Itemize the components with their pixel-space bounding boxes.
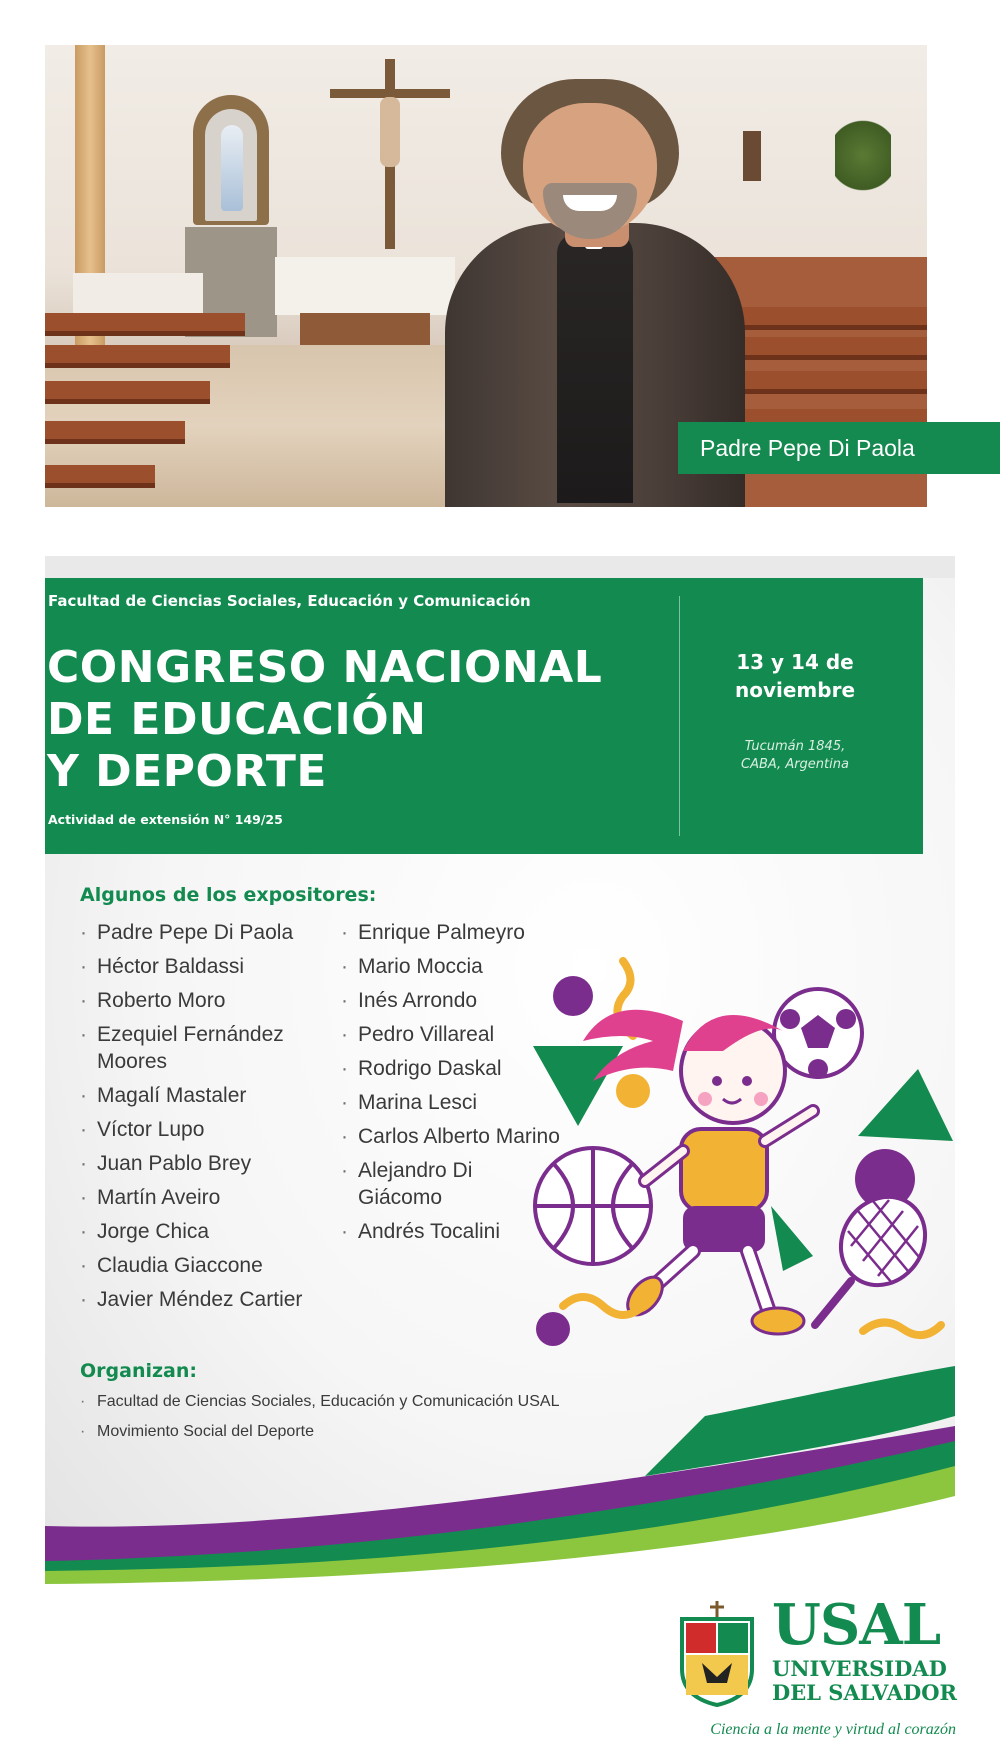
speaker-item: · Pedro Villareal [341, 1021, 561, 1048]
purple-dot [553, 976, 593, 1016]
pew [45, 313, 245, 336]
green-triangle-small [771, 1206, 813, 1271]
usal-logo [676, 1585, 966, 1745]
usal-motto: Ciencia a la mente y virtud al corazón [710, 1721, 956, 1738]
date-line-2: noviembre [734, 678, 856, 702]
speaker-item: · Roberto Moro [80, 987, 330, 1014]
bottom-waves [45, 1356, 955, 1586]
speakers-column-1 [80, 919, 330, 1320]
soccer-ball-icon [774, 989, 862, 1079]
green-triangle [533, 1046, 623, 1126]
pew [45, 381, 210, 404]
virgin-statue [221, 125, 243, 211]
speaker-item: · Marina Lesci [341, 1089, 561, 1116]
yellow-dot [616, 1074, 650, 1108]
event-date [701, 648, 889, 704]
yellow-squiggle-right [863, 1322, 941, 1335]
basketball-icon [535, 1148, 651, 1264]
pew [45, 421, 185, 444]
header-divider [679, 596, 680, 836]
organizer-item: · Facultad de Ciencias Sociales, Educación y Comunicación USAL [80, 1392, 720, 1412]
pew [45, 465, 155, 488]
crucifix-figure [380, 97, 400, 167]
pew [45, 345, 230, 368]
title-line-3: Y DEPORTE [47, 746, 327, 797]
congress-header [45, 578, 923, 854]
speaker-item: · Víctor Lupo [80, 1116, 330, 1143]
wall-plant [835, 115, 891, 205]
place-line-1: Tucumán 1845, [744, 739, 846, 754]
title-line-2: DE EDUCACIÓN [47, 694, 427, 745]
speaker-item: · Rodrigo Daskal [341, 1055, 561, 1082]
activity-number: Actividad de extensión N° 149/25 [48, 812, 283, 827]
side-table [73, 273, 203, 317]
green-triangle-right [858, 1069, 953, 1141]
date-line-1: 13 y 14 de [736, 650, 854, 674]
priest-shirt [557, 233, 633, 503]
speaker-item: · Javier Méndez Cartier [80, 1286, 330, 1313]
speaker-item: · Padre Pepe Di Paola [80, 919, 330, 946]
speaker-item: · Jorge Chica [80, 1218, 330, 1245]
congress-card [45, 556, 955, 1586]
crest-icon [676, 1599, 758, 1707]
place-line-2: CABA, Argentina [741, 757, 849, 772]
speaker-item: · Enrique Palmeyro [341, 919, 561, 946]
speaker-item: · Mario Moccia [341, 953, 561, 980]
speaker-item: · Juan Pablo Brey [80, 1150, 330, 1177]
altar [275, 257, 455, 315]
title-line-1: CONGRESO NACIONAL [47, 642, 603, 693]
speaker-item: · Ezequiel Fernández Moores [80, 1021, 330, 1075]
organizers-title: Organizan: [80, 1360, 197, 1382]
speaker-item: · Alejandro Di Giácomo [341, 1157, 561, 1211]
purple-dot-bottom [536, 1312, 570, 1346]
speaker-item: · Magalí Mastaler [80, 1082, 330, 1109]
speaker-item: · Andrés Tocalini [341, 1218, 561, 1245]
priest-smile [563, 195, 617, 211]
organizer-item: · Movimiento Social del Deporte [80, 1422, 720, 1442]
speakers-column-2 [341, 919, 561, 1252]
event-place [701, 738, 889, 774]
usal-line-1: UNIVERSIDAD [772, 1656, 947, 1681]
speaker-item: · Héctor Baldassi [80, 953, 330, 980]
speaker-item: · Inés Arrondo [341, 987, 561, 1014]
speakers-title: Algunos de los expositores: [80, 884, 377, 906]
tennis-racket-icon [815, 1180, 942, 1325]
usal-wordmark: USAL [772, 1592, 941, 1658]
speaker-item: · Carlos Alberto Marino [341, 1123, 561, 1150]
speaker-item: · Claudia Giaccone [80, 1252, 330, 1279]
faculty-name: Facultad de Ciencias Sociales, Educación y Comunicación [48, 592, 531, 610]
photo-caption [678, 422, 1000, 474]
sports-illustration [533, 951, 955, 1361]
photo-caption-text: Padre Pepe Di Paola [700, 434, 915, 461]
speaker-item: · Martín Aveiro [80, 1184, 330, 1211]
usal-line-2: DEL SALVADOR [772, 1680, 957, 1705]
card-top-band [45, 556, 955, 578]
